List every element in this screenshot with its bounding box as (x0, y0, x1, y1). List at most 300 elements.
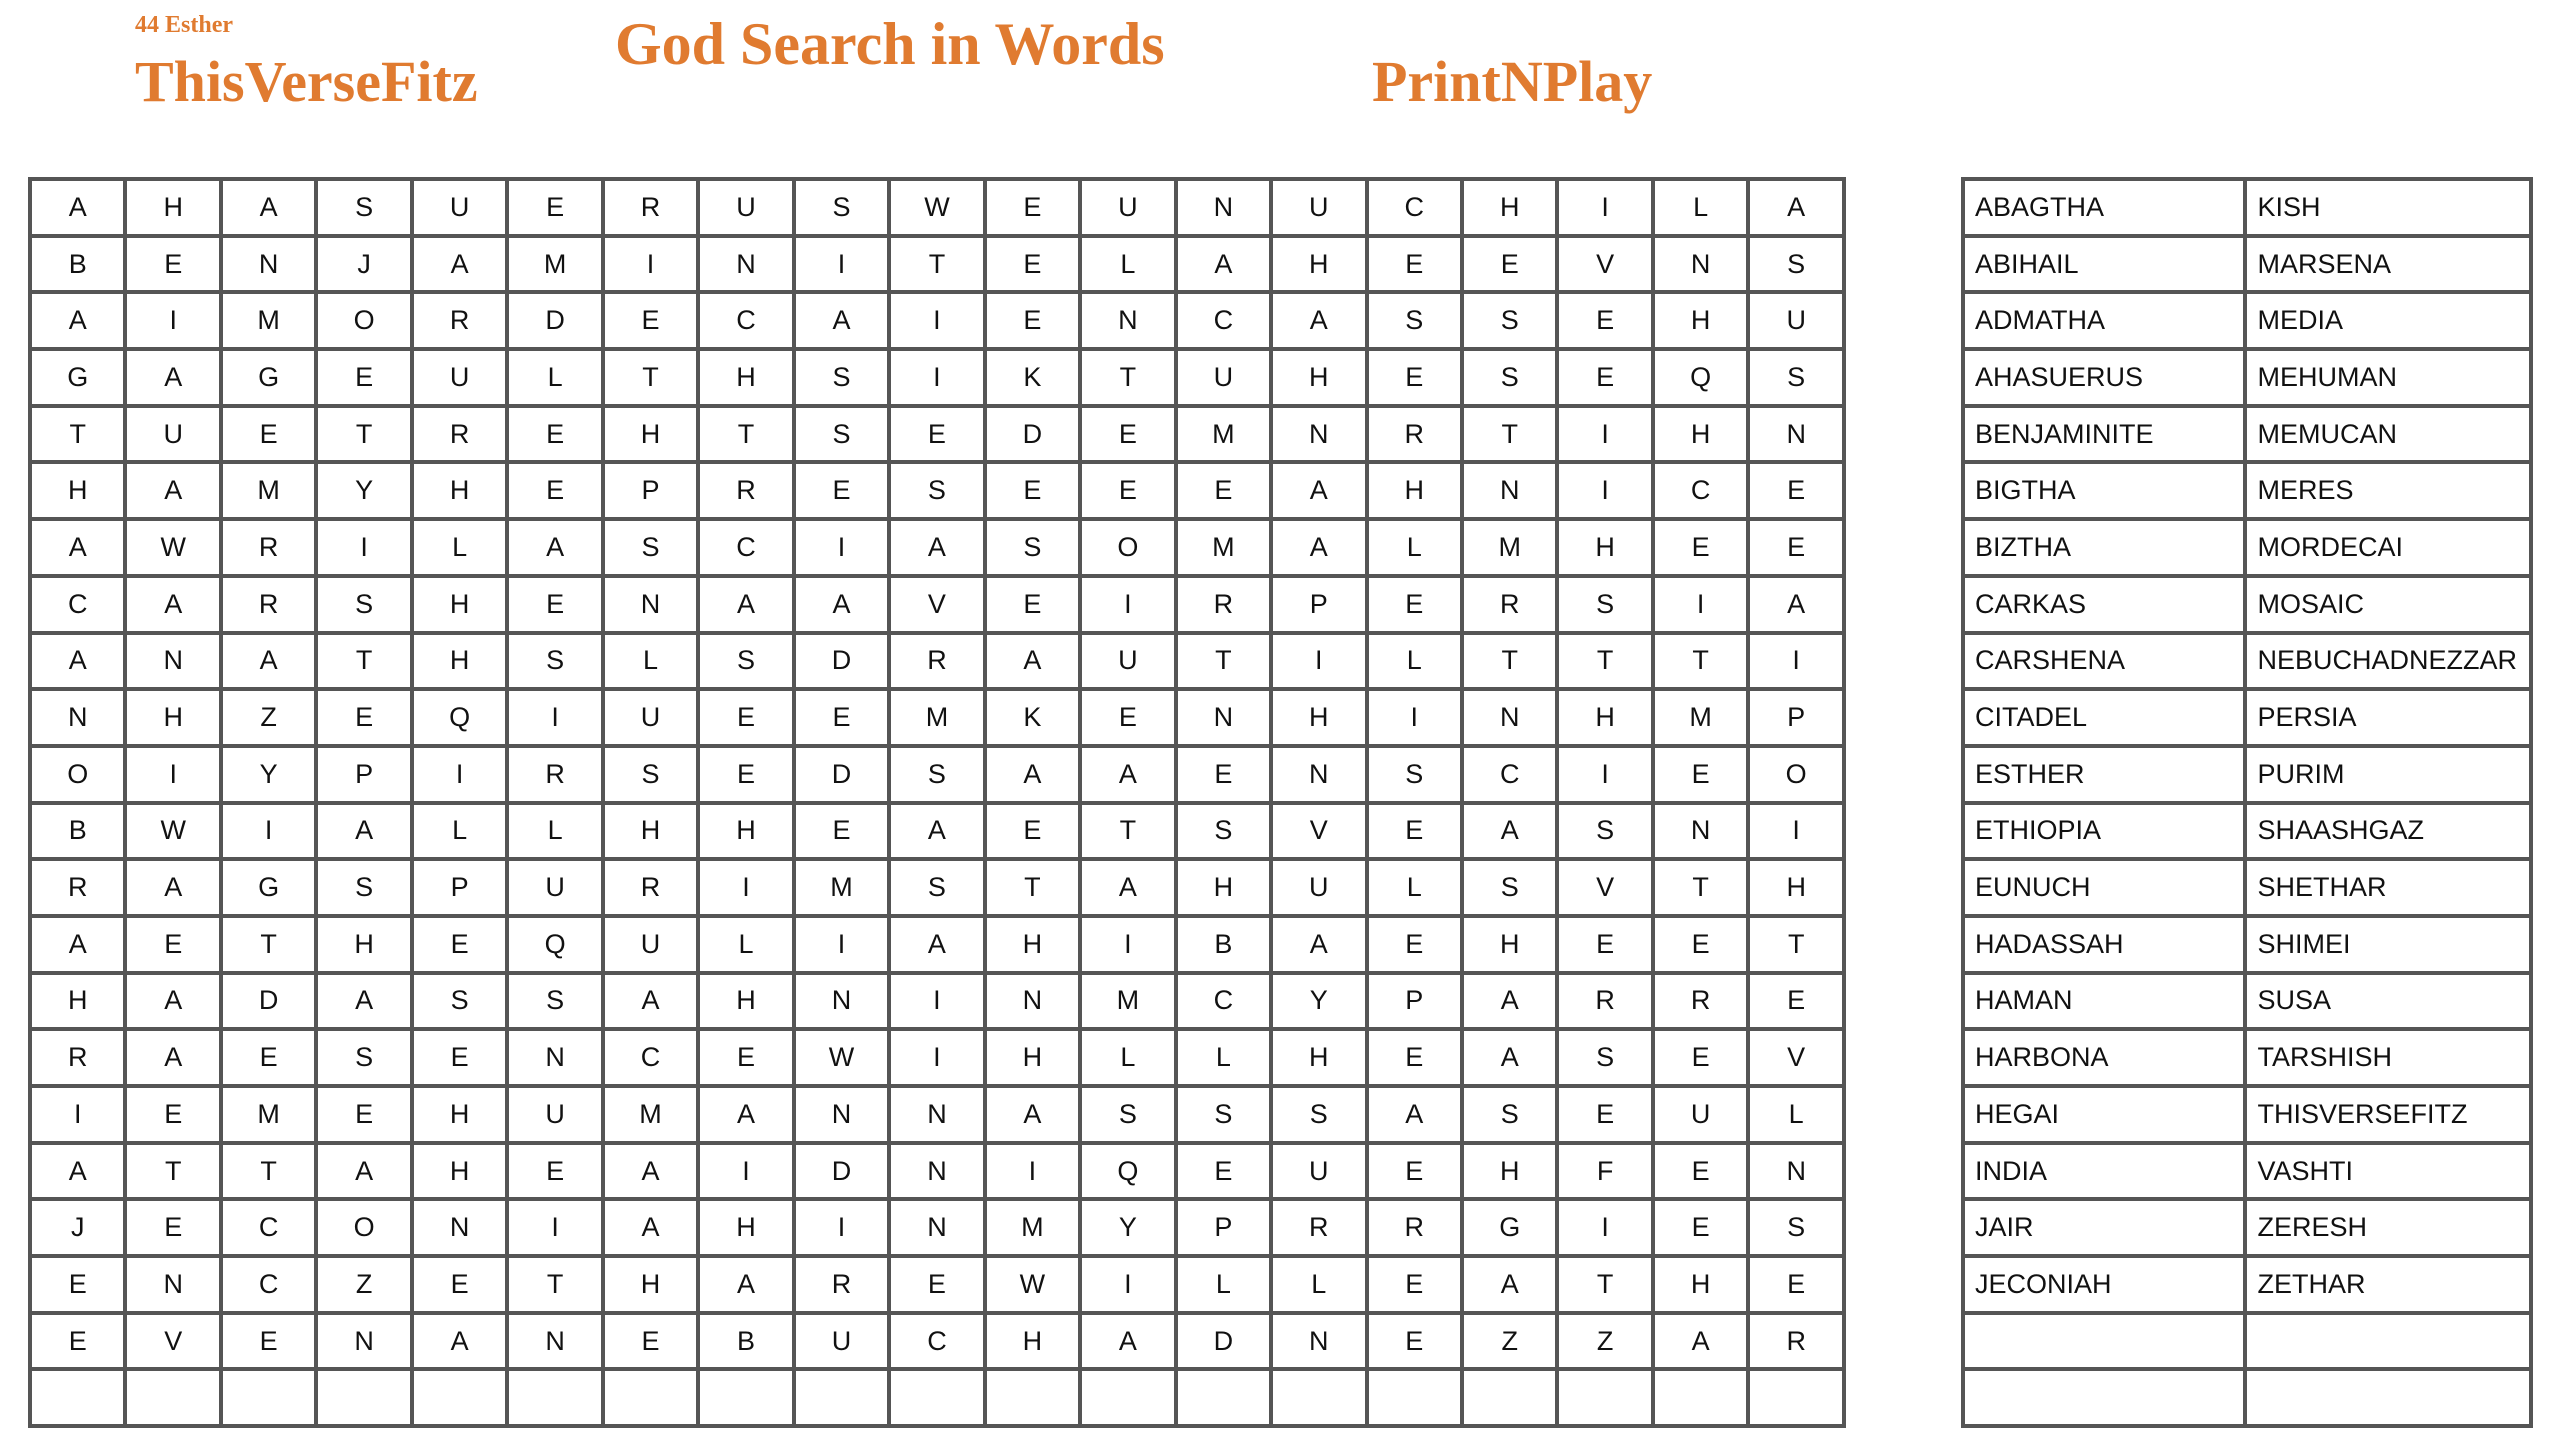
letter-cell[interactable]: E (1176, 462, 1271, 519)
letter-cell[interactable]: N (794, 973, 889, 1030)
letter-cell[interactable]: E (221, 406, 316, 463)
letter-cell[interactable]: I (1080, 916, 1175, 973)
letter-cell[interactable]: N (316, 1313, 411, 1370)
letter-cell[interactable]: I (698, 859, 793, 916)
letter-cell[interactable]: S (316, 859, 411, 916)
letter-cell[interactable]: V (1748, 1029, 1844, 1086)
letter-cell[interactable]: N (125, 1256, 220, 1313)
letter-cell[interactable]: I (1557, 746, 1652, 803)
letter-cell[interactable]: H (1462, 1143, 1557, 1200)
letter-cell[interactable]: E (1748, 1256, 1844, 1313)
letter-cell[interactable]: U (603, 689, 698, 746)
letter-cell[interactable]: H (603, 803, 698, 860)
letter-cell[interactable]: E (985, 179, 1080, 236)
letter-cell[interactable]: U (1080, 633, 1175, 690)
letter-cell[interactable]: I (1271, 633, 1366, 690)
letter-cell[interactable]: M (507, 236, 602, 293)
letter-cell[interactable]: N (412, 1199, 507, 1256)
letter-cell[interactable]: A (125, 349, 220, 406)
letter-cell[interactable]: H (1367, 462, 1462, 519)
letter-cell[interactable]: T (1653, 633, 1748, 690)
letter-cell[interactable] (1462, 1369, 1557, 1426)
letter-cell[interactable] (1653, 1369, 1748, 1426)
letter-cell[interactable] (1557, 1369, 1652, 1426)
letter-cell[interactable]: E (412, 1256, 507, 1313)
letter-cell[interactable]: S (1462, 1086, 1557, 1143)
letter-cell[interactable]: S (698, 633, 793, 690)
letter-cell[interactable]: A (1080, 1313, 1175, 1370)
letter-cell[interactable]: S (316, 179, 411, 236)
letter-cell[interactable]: S (1367, 746, 1462, 803)
letter-cell[interactable]: E (1367, 236, 1462, 293)
letter-cell[interactable]: D (794, 633, 889, 690)
letter-cell[interactable]: E (1748, 519, 1844, 576)
letter-cell[interactable]: E (1367, 1029, 1462, 1086)
letter-cell[interactable]: V (1557, 859, 1652, 916)
letter-cell[interactable]: I (889, 292, 984, 349)
letter-cell[interactable]: R (1176, 576, 1271, 633)
letter-cell[interactable]: A (221, 179, 316, 236)
letter-cell[interactable]: E (316, 349, 411, 406)
letter-cell[interactable]: E (1080, 406, 1175, 463)
letter-cell[interactable]: D (985, 406, 1080, 463)
letter-cell[interactable]: E (1653, 1199, 1748, 1256)
letter-cell[interactable]: I (698, 1143, 793, 1200)
letter-cell[interactable]: S (985, 519, 1080, 576)
letter-cell[interactable]: E (889, 1256, 984, 1313)
letter-cell[interactable]: P (1748, 689, 1844, 746)
letter-cell[interactable]: A (30, 633, 125, 690)
letter-cell[interactable]: E (985, 462, 1080, 519)
letter-cell[interactable]: P (1271, 576, 1366, 633)
letter-cell[interactable]: N (1653, 803, 1748, 860)
letter-cell[interactable]: C (30, 576, 125, 633)
letter-cell[interactable]: L (1080, 1029, 1175, 1086)
letter-cell[interactable]: A (125, 973, 220, 1030)
letter-cell[interactable]: A (1748, 179, 1844, 236)
letter-cell[interactable]: H (985, 1313, 1080, 1370)
letter-cell[interactable]: Q (1653, 349, 1748, 406)
letter-cell[interactable]: Y (221, 746, 316, 803)
letter-cell[interactable]: E (316, 689, 411, 746)
letter-cell[interactable]: A (1271, 292, 1366, 349)
letter-cell[interactable]: B (30, 236, 125, 293)
letter-cell[interactable]: C (1653, 462, 1748, 519)
letter-cell[interactable]: A (1653, 1313, 1748, 1370)
letter-cell[interactable]: I (1748, 803, 1844, 860)
letter-cell[interactable]: S (603, 519, 698, 576)
letter-cell[interactable]: S (1462, 292, 1557, 349)
letter-cell[interactable]: E (30, 1256, 125, 1313)
letter-cell[interactable]: V (1271, 803, 1366, 860)
letter-cell[interactable]: E (1462, 236, 1557, 293)
letter-cell[interactable]: A (1462, 1029, 1557, 1086)
letter-cell[interactable]: R (698, 462, 793, 519)
letter-cell[interactable]: T (507, 1256, 602, 1313)
letter-cell[interactable]: A (221, 633, 316, 690)
letter-cell[interactable] (1080, 1369, 1175, 1426)
letter-cell[interactable]: E (1557, 292, 1652, 349)
letter-cell[interactable]: L (1176, 1256, 1271, 1313)
letter-cell[interactable]: T (603, 349, 698, 406)
letter-cell[interactable]: H (125, 179, 220, 236)
letter-cell[interactable]: U (1748, 292, 1844, 349)
letter-cell[interactable]: D (794, 746, 889, 803)
letter-cell[interactable]: A (1080, 859, 1175, 916)
letter-cell[interactable]: Z (1557, 1313, 1652, 1370)
letter-cell[interactable]: A (889, 519, 984, 576)
letter-cell[interactable]: A (30, 916, 125, 973)
letter-cell[interactable]: Y (1080, 1199, 1175, 1256)
letter-cell[interactable]: T (30, 406, 125, 463)
letter-cell[interactable]: A (30, 179, 125, 236)
letter-cell[interactable]: S (1271, 1086, 1366, 1143)
letter-cell[interactable]: A (125, 576, 220, 633)
letter-cell[interactable]: A (412, 1313, 507, 1370)
letter-cell[interactable]: L (1271, 1256, 1366, 1313)
letter-cell[interactable]: C (1462, 746, 1557, 803)
letter-cell[interactable] (1748, 1369, 1844, 1426)
letter-cell[interactable] (1271, 1369, 1366, 1426)
letter-cell[interactable] (698, 1369, 793, 1426)
letter-cell[interactable]: E (1748, 973, 1844, 1030)
letter-cell[interactable]: I (125, 292, 220, 349)
letter-cell[interactable]: I (1367, 689, 1462, 746)
letter-cell[interactable]: E (125, 916, 220, 973)
letter-cell[interactable]: U (1271, 1143, 1366, 1200)
letter-cell[interactable]: S (316, 576, 411, 633)
letter-cell[interactable]: A (603, 1199, 698, 1256)
letter-cell[interactable]: S (1462, 349, 1557, 406)
letter-cell[interactable]: E (794, 803, 889, 860)
letter-cell[interactable]: H (412, 1086, 507, 1143)
letter-cell[interactable]: S (1176, 803, 1271, 860)
letter-cell[interactable]: A (1271, 916, 1366, 973)
letter-cell[interactable]: N (1748, 1143, 1844, 1200)
letter-cell[interactable]: E (1653, 746, 1748, 803)
letter-cell[interactable]: L (603, 633, 698, 690)
letter-cell[interactable]: A (985, 1086, 1080, 1143)
letter-cell[interactable]: S (1176, 1086, 1271, 1143)
letter-cell[interactable]: E (1176, 1143, 1271, 1200)
letter-cell[interactable]: Q (412, 689, 507, 746)
letter-cell[interactable]: C (603, 1029, 698, 1086)
letter-cell[interactable]: U (125, 406, 220, 463)
letter-cell[interactable]: H (1271, 1029, 1366, 1086)
letter-cell[interactable]: U (412, 349, 507, 406)
letter-cell[interactable]: E (889, 406, 984, 463)
letter-cell[interactable]: E (1367, 1143, 1462, 1200)
letter-cell[interactable]: S (1557, 1029, 1652, 1086)
letter-cell[interactable]: C (1176, 292, 1271, 349)
letter-cell[interactable]: E (985, 576, 1080, 633)
letter-cell[interactable]: H (698, 1199, 793, 1256)
letter-cell[interactable]: A (125, 462, 220, 519)
letter-cell[interactable]: S (1748, 349, 1844, 406)
letter-cell[interactable]: S (1557, 803, 1652, 860)
letter-cell[interactable]: N (985, 973, 1080, 1030)
letter-cell[interactable]: H (985, 916, 1080, 973)
letter-cell[interactable]: E (125, 236, 220, 293)
letter-cell[interactable]: I (889, 1029, 984, 1086)
letter-cell[interactable]: B (698, 1313, 793, 1370)
letter-cell[interactable]: A (1271, 519, 1366, 576)
letter-cell[interactable]: E (1653, 1029, 1748, 1086)
letter-cell[interactable]: I (603, 236, 698, 293)
letter-cell[interactable]: E (507, 179, 602, 236)
letter-cell[interactable]: O (30, 746, 125, 803)
letter-cell[interactable]: C (221, 1199, 316, 1256)
letter-cell[interactable]: A (316, 973, 411, 1030)
letter-cell[interactable]: A (1462, 803, 1557, 860)
letter-cell[interactable]: R (889, 633, 984, 690)
letter-cell[interactable]: M (1176, 519, 1271, 576)
letter-cell[interactable]: L (1080, 236, 1175, 293)
letter-cell[interactable]: H (412, 462, 507, 519)
letter-cell[interactable]: E (412, 916, 507, 973)
letter-cell[interactable]: S (1748, 236, 1844, 293)
letter-cell[interactable]: H (1271, 349, 1366, 406)
letter-cell[interactable]: B (30, 803, 125, 860)
letter-cell[interactable]: I (1557, 179, 1652, 236)
letter-cell[interactable]: R (1271, 1199, 1366, 1256)
letter-cell[interactable]: I (30, 1086, 125, 1143)
letter-cell[interactable]: J (316, 236, 411, 293)
letter-cell[interactable]: H (30, 462, 125, 519)
letter-cell[interactable]: R (1557, 973, 1652, 1030)
letter-cell[interactable]: K (985, 349, 1080, 406)
letter-cell[interactable]: S (603, 746, 698, 803)
letter-cell[interactable]: L (1176, 1029, 1271, 1086)
letter-cell[interactable]: N (889, 1199, 984, 1256)
letter-cell[interactable]: R (603, 859, 698, 916)
letter-cell[interactable]: H (1653, 292, 1748, 349)
letter-cell[interactable]: P (316, 746, 411, 803)
letter-cell[interactable]: A (698, 1256, 793, 1313)
letter-cell[interactable]: N (698, 236, 793, 293)
letter-cell[interactable]: T (316, 406, 411, 463)
letter-cell[interactable]: S (412, 973, 507, 1030)
letter-cell[interactable]: H (316, 916, 411, 973)
letter-cell[interactable]: I (221, 803, 316, 860)
letter-cell[interactable]: I (1080, 576, 1175, 633)
letter-cell[interactable]: I (507, 1199, 602, 1256)
letter-cell[interactable]: S (889, 462, 984, 519)
letter-cell[interactable]: A (1462, 973, 1557, 1030)
letter-cell[interactable]: D (1176, 1313, 1271, 1370)
letter-cell[interactable]: A (1462, 1256, 1557, 1313)
letter-cell[interactable]: M (794, 859, 889, 916)
letter-cell[interactable]: S (794, 349, 889, 406)
letter-cell[interactable]: N (1271, 1313, 1366, 1370)
letter-cell[interactable]: G (30, 349, 125, 406)
letter-cell[interactable]: T (1462, 633, 1557, 690)
letter-cell[interactable]: I (794, 519, 889, 576)
letter-cell[interactable]: E (603, 1313, 698, 1370)
letter-cell[interactable]: A (125, 859, 220, 916)
letter-cell[interactable]: R (30, 859, 125, 916)
letter-cell[interactable]: A (1176, 236, 1271, 293)
letter-cell[interactable]: E (1367, 916, 1462, 973)
letter-cell[interactable]: R (221, 576, 316, 633)
letter-cell[interactable]: C (1176, 973, 1271, 1030)
letter-cell[interactable]: L (698, 916, 793, 973)
letter-cell[interactable]: V (1557, 236, 1652, 293)
letter-cell[interactable]: T (1176, 633, 1271, 690)
letter-cell[interactable]: P (1176, 1199, 1271, 1256)
letter-cell[interactable]: Z (316, 1256, 411, 1313)
letter-cell[interactable]: I (316, 519, 411, 576)
letter-cell[interactable]: U (603, 916, 698, 973)
letter-cell[interactable]: E (698, 689, 793, 746)
letter-cell[interactable]: H (1557, 689, 1652, 746)
letter-cell[interactable]: S (889, 746, 984, 803)
letter-cell[interactable]: A (603, 973, 698, 1030)
letter-cell[interactable]: E (1367, 1313, 1462, 1370)
letter-cell[interactable]: A (985, 633, 1080, 690)
letter-cell[interactable]: N (507, 1313, 602, 1370)
letter-cell[interactable]: I (1557, 1199, 1652, 1256)
letter-cell[interactable]: R (794, 1256, 889, 1313)
letter-cell[interactable]: H (698, 803, 793, 860)
letter-cell[interactable]: D (794, 1143, 889, 1200)
letter-cell[interactable]: H (1748, 859, 1844, 916)
letter-cell[interactable]: T (1462, 406, 1557, 463)
letter-cell[interactable]: O (1748, 746, 1844, 803)
letter-cell[interactable]: T (985, 859, 1080, 916)
letter-cell[interactable]: G (221, 859, 316, 916)
letter-cell[interactable]: M (603, 1086, 698, 1143)
letter-cell[interactable]: M (889, 689, 984, 746)
letter-cell[interactable]: S (507, 633, 602, 690)
letter-cell[interactable]: C (698, 292, 793, 349)
letter-cell[interactable]: B (1176, 916, 1271, 973)
letter-cell[interactable]: R (603, 179, 698, 236)
letter-cell[interactable]: E (794, 689, 889, 746)
letter-cell[interactable]: R (1748, 1313, 1844, 1370)
letter-cell[interactable]: Y (316, 462, 411, 519)
letter-cell[interactable]: A (1271, 462, 1366, 519)
letter-cell[interactable]: A (507, 519, 602, 576)
letter-cell[interactable]: E (1176, 746, 1271, 803)
letter-cell[interactable]: F (1557, 1143, 1652, 1200)
letter-cell[interactable]: N (1176, 179, 1271, 236)
letter-cell[interactable]: H (412, 1143, 507, 1200)
letter-cell[interactable]: T (1080, 349, 1175, 406)
letter-cell[interactable]: T (125, 1143, 220, 1200)
letter-cell[interactable]: A (889, 803, 984, 860)
letter-cell[interactable]: S (794, 406, 889, 463)
letter-cell[interactable]: G (221, 349, 316, 406)
letter-cell[interactable]: H (1557, 519, 1652, 576)
letter-cell[interactable]: U (1653, 1086, 1748, 1143)
letter-cell[interactable]: L (1653, 179, 1748, 236)
letter-cell[interactable]: E (1653, 916, 1748, 973)
letter-cell[interactable]: A (30, 292, 125, 349)
letter-cell[interactable]: N (1080, 292, 1175, 349)
letter-cell[interactable]: E (698, 746, 793, 803)
letter-cell[interactable]: U (1080, 179, 1175, 236)
letter-cell[interactable]: H (1653, 406, 1748, 463)
letter-cell[interactable]: E (1080, 689, 1175, 746)
letter-cell[interactable]: J (30, 1199, 125, 1256)
letter-cell[interactable] (1367, 1369, 1462, 1426)
letter-cell[interactable]: E (1367, 1256, 1462, 1313)
letter-cell[interactable]: I (794, 1199, 889, 1256)
letter-cell[interactable]: I (1653, 576, 1748, 633)
letter-cell[interactable]: I (985, 1143, 1080, 1200)
letter-cell[interactable]: U (507, 1086, 602, 1143)
letter-cell[interactable]: H (1271, 236, 1366, 293)
letter-cell[interactable]: C (889, 1313, 984, 1370)
letter-cell[interactable]: R (507, 746, 602, 803)
letter-cell[interactable]: T (889, 236, 984, 293)
letter-cell[interactable]: K (985, 689, 1080, 746)
letter-cell[interactable]: M (221, 292, 316, 349)
letter-cell[interactable]: R (30, 1029, 125, 1086)
letter-cell[interactable]: L (507, 349, 602, 406)
letter-cell[interactable]: I (889, 973, 984, 1030)
letter-cell[interactable] (125, 1369, 220, 1426)
letter-cell[interactable]: A (794, 292, 889, 349)
letter-cell[interactable]: I (1557, 462, 1652, 519)
letter-cell[interactable]: E (1557, 1086, 1652, 1143)
letter-cell[interactable]: E (603, 292, 698, 349)
letter-cell[interactable]: V (889, 576, 984, 633)
letter-cell[interactable]: A (794, 576, 889, 633)
letter-cell[interactable]: D (221, 973, 316, 1030)
letter-cell[interactable] (889, 1369, 984, 1426)
letter-cell[interactable] (412, 1369, 507, 1426)
letter-cell[interactable]: N (1176, 689, 1271, 746)
letter-cell[interactable]: U (794, 1313, 889, 1370)
letter-cell[interactable]: W (794, 1029, 889, 1086)
letter-cell[interactable]: L (412, 519, 507, 576)
letter-cell[interactable] (985, 1369, 1080, 1426)
letter-cell[interactable]: W (125, 519, 220, 576)
letter-cell[interactable]: C (698, 519, 793, 576)
letter-cell[interactable]: S (316, 1029, 411, 1086)
letter-cell[interactable]: R (1367, 1199, 1462, 1256)
letter-cell[interactable]: R (221, 519, 316, 576)
letter-cell[interactable]: H (698, 973, 793, 1030)
letter-cell[interactable] (507, 1369, 602, 1426)
letter-cell[interactable]: A (1748, 576, 1844, 633)
letter-cell[interactable]: E (1557, 916, 1652, 973)
letter-cell[interactable]: H (412, 633, 507, 690)
letter-cell[interactable]: E (985, 292, 1080, 349)
letter-cell[interactable]: E (125, 1199, 220, 1256)
letter-cell[interactable]: E (985, 236, 1080, 293)
letter-cell[interactable]: I (412, 746, 507, 803)
letter-cell[interactable]: H (1176, 859, 1271, 916)
letter-cell[interactable]: A (316, 1143, 411, 1200)
letter-cell[interactable]: L (1367, 859, 1462, 916)
letter-cell[interactable]: L (1748, 1086, 1844, 1143)
letter-cell[interactable]: R (1367, 406, 1462, 463)
letter-cell[interactable]: U (1271, 859, 1366, 916)
letter-cell[interactable]: A (603, 1143, 698, 1200)
letter-cell[interactable]: L (507, 803, 602, 860)
letter-cell[interactable]: D (507, 292, 602, 349)
letter-cell[interactable]: A (412, 236, 507, 293)
letter-cell[interactable]: H (698, 349, 793, 406)
letter-cell[interactable]: I (1748, 633, 1844, 690)
letter-cell[interactable]: W (889, 179, 984, 236)
letter-cell[interactable]: I (794, 236, 889, 293)
letter-cell[interactable]: L (412, 803, 507, 860)
letter-cell[interactable]: L (1367, 519, 1462, 576)
